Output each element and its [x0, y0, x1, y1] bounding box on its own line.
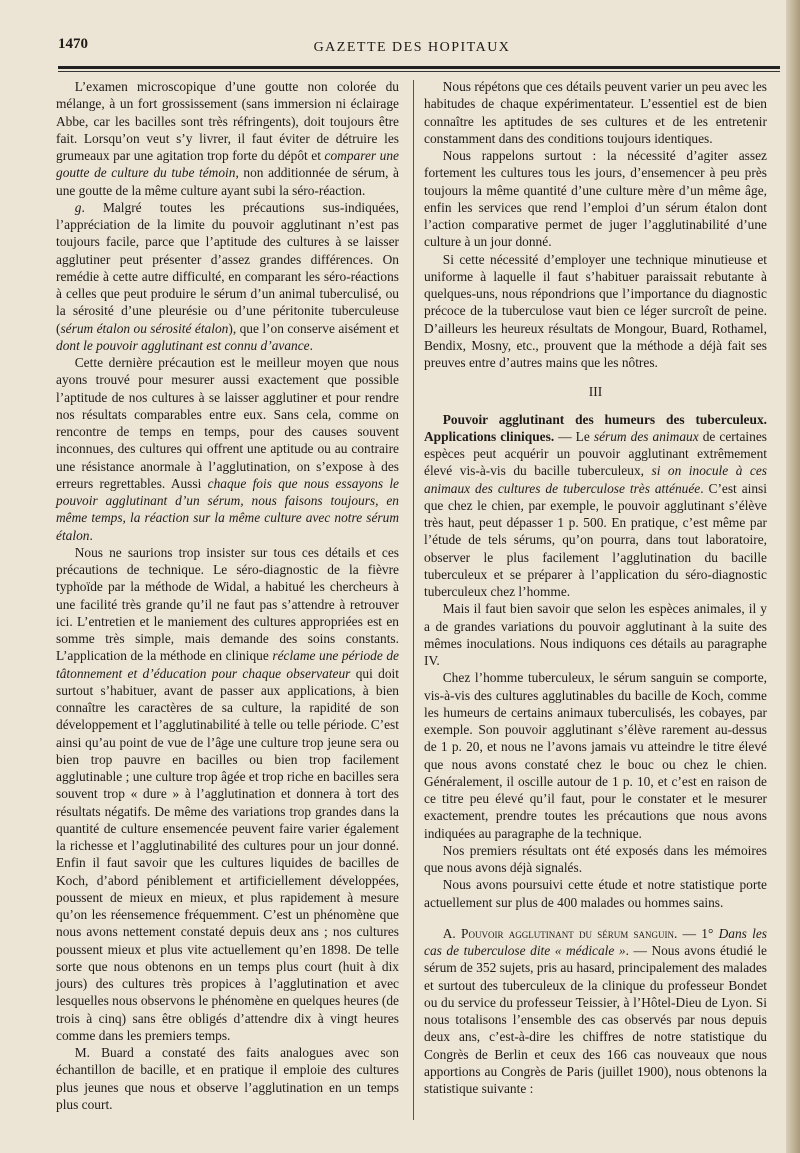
italic-text: comparer une goutte de culture du tube témoin — [56, 148, 399, 181]
italic-text: chaque fois que nous essayons le pouvoir agglutinant d’un sérum, nous faisons toujours, en même temps, la réaction sur la même culture avec notre sérum étalon — [56, 475, 399, 543]
right-column — [424, 78, 767, 1097]
paragraph-body: — 1° Dans les cas de tuberculose dite « médicale ». — Nous avons étudié le sérum de 352 sujets, pris au hasard, principalement des malades et surtout des tuberculeux de la clinique du professeur Bondet ou du service du professeur Teissier, à l’Hôtel-Dieu de Lyon. Si nous totalisons l’ensemble des cas observés par nous depuis deux ans, c’est-à-dire les chiffres de notre statistique du Congrès de Berlin et ceux des 166 cas nouveaux que nous apportions au Congrès de Paris (juillet 1900), nous obtenons la statistique suivante : — [424, 925, 768, 1096]
header-rule-thin — [58, 71, 780, 72]
paragraph — [424, 925, 767, 1098]
journal-title: GAZETTE DES HOPITAUX — [313, 40, 511, 55]
paragraph: M. Buard a constaté des faits analogues avec son échantillon de bacille, et en pratique il emploie des cultures plus jeunes que nous et observe l’agglutination en un temps plus court. — [56, 1045, 399, 1112]
page-header — [30, 36, 794, 60]
header-rule — [58, 66, 780, 69]
paragraph — [424, 411, 767, 601]
italic-text: si on inocule à ces animaux des cultures de tuberculose très atténuée — [424, 463, 768, 496]
paragraph: Nos premiers résultats ont été exposés dans les mémoires que nous avons déjà signalés. — [424, 842, 767, 875]
paragraph: g. Malgré toutes les précautions sus-indiquées, l’appréciation de la limite du pouvoir agglutinant n’est pas toujours facile, parce que l’aptitude des cultures à se laisser agglutiner peut présenter d’assez grandes différences. On remédie à cette autre difficulté, en comparant les séro-réactions à celles que peut produire le sérum d’un animal tuberculisé, ou la sérosité d’une pleurésie ou d’une péritonite tuberculeuse (sérum étalon ou sérosité étalon), que l’on conserve aisément et dont le pouvoir agglutinant est connu d’avance. — [56, 199, 399, 353]
page-number: 1470 — [58, 36, 88, 52]
paragraph: Nous ne saurions trop insister sur tous ces détails et ces précautions de technique. Le séro-diagnostic de la fièvre typhoïde par la méthode de Widal, a habitué les chercheurs à une facilité très grande qu’il ne faut pas s’attendre à retrouver ici. L’entretien et le maniement des cultures appropriées est en somme très simple, mais demande des soins constants. L’application de la méthode en clinique réclame une période de tâtonnement et d’éducation pour chaque observateur qui doit surtout s’habituer, avant de passer aux applications, à bien connaître les caractères de sa culture, la rapidité de son développement et l’agglutinabilité à telle ou telle période. C’est ainsi qu’au point de vue de l’âge une culture trop jeune sera ou bien trop pauvre en bacilles ou bien trop facilement agglutinable ; une culture trop âgée et trop riche en bacilles sera souvent trop « dure » à l’agglutination et donnera à tort des résultats négatifs. De même des variations trop grandes dans la quantité de culture ensemencée peuvent faire varier également la richesse et l’agglutinabilité des cultures pour un jour donné. Enfin il faut savoir que les cultures liquides de bacilles de Koch, d’abord péniblement et artificiellement développées, poussent de mieux en mieux, et plus rapidement à mesure qu’on les réensemence fréquemment. C’est un phénomène que nous avons nettement constaté depuis deux ans ; nos cultures poussent mieux et plus vite actuellement qu’en 1898. De telle sorte que nous obtenons en un temps plus court (huit à dix jours) des cultures très propices à l’agglutination et avec lesquelles nous observons le phénomène en quelques heures (de trois à cinq) sans être obligés d’attendre dix à vingt heures comme dans les premiers temps. — [56, 544, 399, 1043]
italic-text: réclame une période de tâtonnement et d’éducation pour chaque observateur — [56, 648, 399, 681]
subsection-title: Pouvoir agglutinant des humeurs des tuberculeux. Applications cliniques. — [424, 411, 767, 444]
italic-text: dont le pouvoir agglutinant est connu d’avance — [56, 337, 310, 353]
paragraph: Cette dernière précaution est le meilleur moyen que nous ayons trouvé pour mesurer aussi exactement que possible l’aptitude de nos cultures à se laisser agglutiner et pour rendre nos résultats comparables entre eux. Sans cela, comme on rencontre de temps en temps, pour des causes souvent inconnues, des cultures qui offrent une aptitude ou au contraire une résistance anormale à l’agglutination, on s’expose à des erreurs regrettables. Aussi chaque fois que nous essayons le pouvoir agglutinant d’un sérum, nous faisons toujours, en même temps, la réaction sur la même culture avec notre sérum étalon. — [56, 355, 399, 543]
italic-text: Dans les cas de tuberculose dite « médicale » — [424, 925, 768, 958]
italic-text: sérum des animaux — [593, 428, 699, 444]
paragraph-body: — Le sérum des animaux de certaines espèces peut acquérir un pouvoir agglutinant extrêmement élevé vis-à-vis du bacille tuberculeux, si on inocule à ces animaux des cultures de tuberculose très atténuée. C’est ainsi que chez le chien, par exemple, le pouvoir agglutinant s’élève très haut, peut dépasser 1 p. 500. En pratique, c’est même par l’étude de tels sérums, qu’on pourra, dans tout laboratoire, observer le plus facilement l’agglutination du bacille tuberculeux et se préparer à l’application du séro-diagnostic tuberculeux chez l’homme. — [424, 428, 768, 599]
italic-text: sérum étalon ou sérosité étalon — [60, 320, 229, 336]
left-column — [56, 78, 399, 1113]
page-edge — [786, 0, 800, 1153]
paragraph: Mais il faut bien savoir que selon les espèces animales, il y a de grandes variations du pouvoir agglutinant à la suite des mêmes inoculations. Nous indiquons ces détails au paragraphe IV. — [424, 601, 767, 668]
italic-text: g — [74, 199, 82, 215]
section-number: III — [588, 384, 603, 400]
paragraph: Chez l’homme tuberculeux, le sérum sanguin se comporte, vis-à-vis des cultures agglutinables du bacille de Koch, comme les humeurs de certains animaux tuberculisés, les cobayes, par exemple. Son pouvoir agglutinant s’élève rarement au-dessus de 1 p. 20, et nous ne l’avons jamais vu atteindre le titre élevé que nous avons constaté chez le bouc ou chez le chien. Généralement, il oscille autour de 1 p. 10, et c’est en raison de ce titre peu élevé qu’il faut, pour le constater et le mesurer exactement, prendre toutes les précautions que nous avons indiquées au paragraphe de la technique. — [424, 670, 767, 841]
paragraph: Nous répétons que ces détails peuvent varier un peu avec les habitudes de chaque expérimentateur. L’essentiel est de bien connaître les aptitudes de ses cultures et de les entretenir constamment dans des conditions toujours identiques. — [424, 79, 767, 146]
paragraph: Si cette nécessité d’employer une technique minutieuse et uniforme à laquelle il faut s’habituer paraissait rebutante à quelques-uns, nous répondrions que l’importance du diagnostic précoce de la tuberculose vaut bien ce léger surcroît de peine. D’ailleurs les heureux résultats de Mongour, Buard, Rothamel, Bendix, Mosny, etc., prouvent que la méthode a déjà fait ses preuves entre d’autres mains que les nôtres. — [424, 251, 767, 370]
subsection-label: A. Pouvoir agglutinant du sérum sanguin. — [442, 925, 678, 941]
paragraph: L’examen microscopique d’une goutte non colorée du mélange, à un fort grossissement (sans immersion ni éclairage Abbe, car les bacilles sont très réfringents), doit toujours être fait. Lorsqu’on veut s’y livrer, il faut éviter de détruire les grumeaux par une agitation trop forte du dépôt et comparer une goutte de culture du tube témoin, non additionnée de sérum, à une goutte de la même culture ayant subi la séro-réaction. — [56, 79, 399, 198]
paragraph: Nous avons poursuivi cette étude et notre statistique porte actuellement sur plus de 400 malades ou hommes sains. — [424, 877, 767, 910]
paragraph: Nous rappelons surtout : la nécessité d’agiter assez fortement les cultures tous les jours, d’ensemencer à peu près toujours la même quantité d’une culture mère d’un même âge, enfin les services que rend l’emploi d’un sérum étalon dont l’action comparative permet de juger l’agglutinabilité d’une culture à un jour donné. — [424, 148, 767, 250]
column-divider — [413, 80, 414, 1120]
